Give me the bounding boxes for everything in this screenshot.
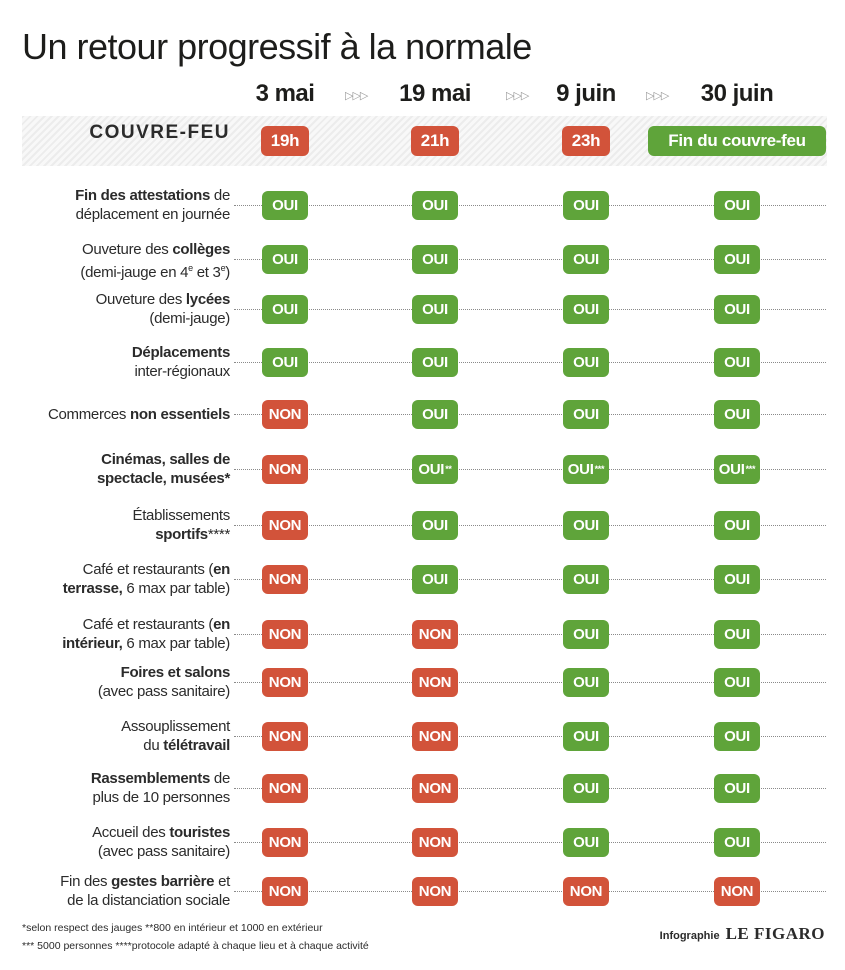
couvre-feu-badge: Fin du couvre-feu [648,126,826,156]
oui-badge: OUI [563,722,609,751]
non-badge: NON [262,877,308,906]
non-badge: NON [412,620,458,649]
credit [660,924,825,944]
oui-badge: OUI [262,191,308,220]
row-label: Établissements sportifs**** [132,507,230,543]
oui-badge: OUI [563,668,609,697]
oui-badge: OUI [563,191,609,220]
non-badge: NON [262,620,308,649]
oui-badge: OUI [563,245,609,274]
couvre-feu-label: COUVRE-FEU [89,122,230,143]
column-header: 19 mai [399,80,471,107]
oui-badge: OUI [412,295,458,324]
oui-badge: OUI *** [714,455,760,484]
oui-badge: OUI [563,400,609,429]
page-title: Un retour progressif à la normale [22,26,532,67]
oui-badge: OUI [714,400,760,429]
oui-badge: OUI [714,828,760,857]
row-label: Foires et salons (avec pass sanitaire) [97,664,230,700]
oui-badge: OUI [262,295,308,324]
row-label: Café et restaurants (en intérieur, 6 max par table) [62,616,230,652]
figaro-logo: LE FIGARO [725,924,825,943]
credit-prefix: Infographie [659,930,720,942]
oui-badge: OUI [714,620,760,649]
table-row [0,766,845,810]
row-label: Fin des attestations de déplacement en journée [75,187,230,223]
table-row [0,820,845,864]
non-badge: NON [714,877,760,906]
arrows-icon: ▷▷▷ [646,90,669,102]
oui-badge: OUI [714,565,760,594]
oui-badge: OUI [714,668,760,697]
non-badge: NON [262,774,308,803]
non-badge: NON [262,722,308,751]
table-row [0,869,845,913]
non-badge: NON [412,877,458,906]
column-header: 3 mai [255,80,315,107]
oui-badge: OUI [714,245,760,274]
table-row [0,557,845,601]
table-row [0,237,845,281]
table-row [0,714,845,758]
oui-badge: OUI [412,400,458,429]
oui-badge: OUI [714,511,760,540]
oui-badge: OUI [412,348,458,377]
oui-badge: OUI [714,191,760,220]
table-row [0,447,845,491]
non-badge: NON [412,828,458,857]
table-row [0,183,845,227]
arrows-icon: ▷▷▷ [345,90,368,102]
column-header: 30 juin [700,80,774,107]
table-row [0,287,845,331]
non-badge: NON [262,828,308,857]
table-row [0,660,845,704]
row-label: Déplacements inter-régionaux [131,344,230,380]
oui-badge: OUI [563,511,609,540]
table-row [0,503,845,547]
oui-badge: OUI [412,511,458,540]
couvre-feu-badge: 19h [261,126,309,156]
oui-badge: OUI [563,774,609,803]
row-label: Cinémas, salles de spectacle, musées* [96,451,230,487]
arrows-icon: ▷▷▷ [506,90,529,102]
oui-badge: OUI [563,295,609,324]
oui-badge: OUI *** [563,455,609,484]
oui-badge: OUI [412,191,458,220]
oui-badge: OUI [412,565,458,594]
row-label: Ouveture des collèges (demi-jauge en 4e et 3e) [80,241,230,281]
non-badge: NON [262,400,308,429]
row-label: Assouplissement du télétravail [121,718,230,754]
non-badge: NON [412,774,458,803]
oui-badge: OUI [563,348,609,377]
row-label: Rassemblements de plus de 10 personnes [90,770,230,806]
footnote-1: *selon respect des jauges **800 en intérieur et 1000 en extérieur [22,922,323,934]
row-label: Commerces non essentiels [47,405,230,423]
oui-badge: OUI ** [412,455,458,484]
oui-badge: OUI [563,620,609,649]
oui-badge: OUI [412,245,458,274]
row-label: Café et restaurants (en terrasse, 6 max par table) [62,561,230,597]
non-badge: NON [412,668,458,697]
row-label: Ouveture des lycées (demi-jauge) [95,291,230,327]
non-badge: NON [262,565,308,594]
oui-badge: OUI [714,348,760,377]
oui-badge: OUI [563,828,609,857]
row-label: Fin des gestes barrière et de la distanciation sociale [60,873,230,909]
non-badge: NON [563,877,609,906]
table-row [0,340,845,384]
oui-badge: OUI [262,348,308,377]
non-badge: NON [262,455,308,484]
oui-badge: OUI [262,245,308,274]
oui-badge: OUI [714,295,760,324]
oui-badge: OUI [714,774,760,803]
non-badge: NON [262,511,308,540]
non-badge: NON [262,668,308,697]
column-header: 9 juin [556,80,616,107]
row-label: Accueil des touristes (avec pass sanitaire) [92,824,230,860]
table-row [0,612,845,656]
oui-badge: OUI [563,565,609,594]
table-row [0,395,845,433]
couvre-feu-badge: 21h [411,126,459,156]
non-badge: NON [412,722,458,751]
couvre-feu-badge: 23h [562,126,610,156]
footnote-2: *** 5000 personnes ****protocole adapté à chaque lieu et à chaque activité [22,940,369,952]
oui-badge: OUI [714,722,760,751]
